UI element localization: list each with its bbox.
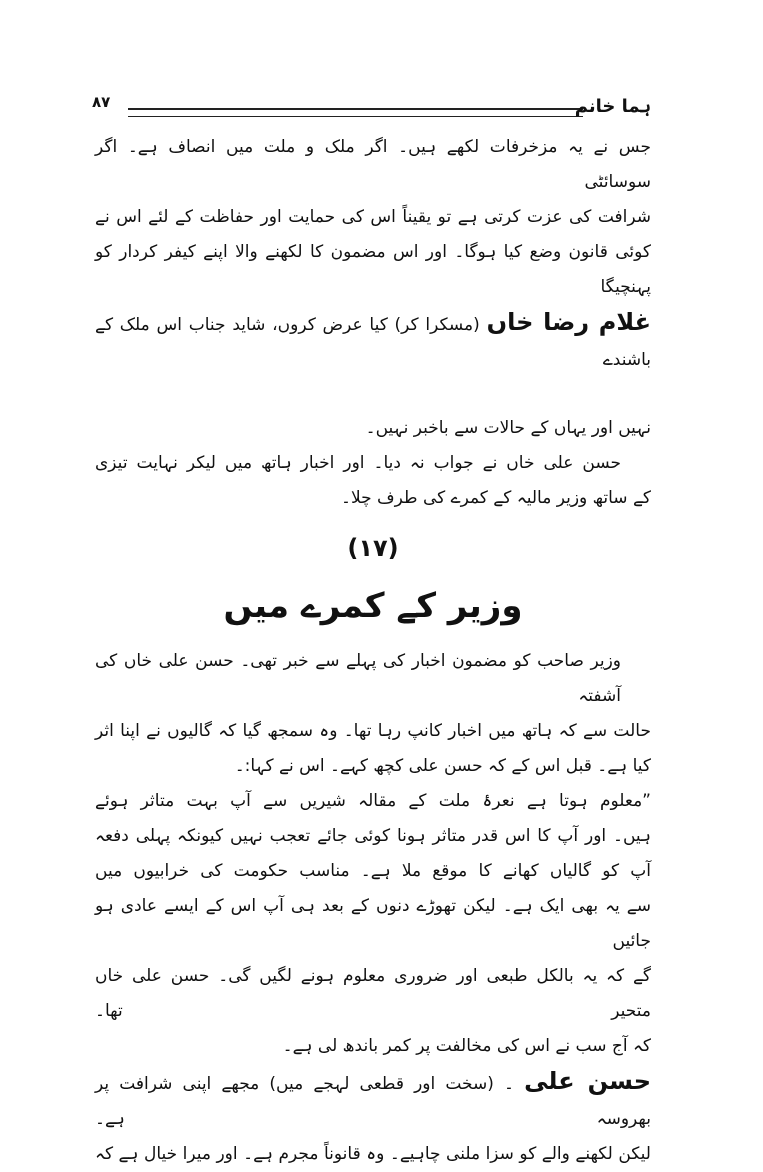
text-span: ۔ (سخت اور قطعی لہجے میں) مجھے اپنی شرافت پر بھروسہ ہے۔ <box>95 1074 651 1129</box>
text-column <box>95 130 651 1172</box>
speaker-name: غلام رضا خاں <box>486 308 652 336</box>
text-line: کہ آج سب نے اس کی مخالفت پر کمر باندھ لی ہے۔ <box>282 1036 651 1056</box>
speaker-name: حسن علی <box>524 1067 651 1095</box>
text-line: آپ کو گالیاں کھانے کا موقع ملا ہے۔ مناسب حکومت کی خرابیوں میں <box>95 861 651 881</box>
text-line: سے یہ بھی ایک ہے۔ لیکن تھوڑے دنوں کے بعد ہی آپ اس کے ایسے عادی ہو جائیں <box>95 896 651 951</box>
header-rule <box>128 108 583 117</box>
text-line: حالت سے کہ ہاتھ میں اخبار کانپ رہا تھا۔ وہ سمجھ گیا کہ گالیوں نے اپنا اثر <box>95 721 651 741</box>
text-line: حسن علی خاں نے جواب نہ دیا۔ اور اخبار ہاتھ میں لیکر نہایت تیزی <box>95 453 621 473</box>
text-line: شرافت کی عزت کرتی ہے تو یقیناً اس کی حمایت اور حفاظت کے لئے اس نے <box>95 207 651 227</box>
running-title: ہما خانم <box>574 96 651 117</box>
text-span: (مسکرا کر) کیا عرض کروں، شاید جناب اس ملک کے باشندے <box>95 315 651 370</box>
text-line: کوئی قانون وضع کیا ہوگا۔ اور اس مضمون کا لکھنے والا اپنے کیفر کردار کو پہنچیگا <box>95 242 651 297</box>
chapter-number: (۱۷) <box>347 534 399 562</box>
text-line: ہیں۔ اور آپ کا اس قدر متاثر ہونا کوئی جائے تعجب نہیں کیونکہ پہلی دفعہ <box>95 826 651 846</box>
chapter-title: وزیر کے کمرے میں <box>223 586 523 626</box>
text-line <box>95 305 651 378</box>
text-line: لیکن لکھنے والے کو سزا ملنی چاہیے۔ وہ قانوناً مجرم ہے۔ اور میرا خیال ہے کہ <box>95 1144 651 1164</box>
text-line: ”معلوم ہوتا ہے نعرۂ ملت کے مقالہ شیریں سے آپ بہت متاثر ہوئے <box>95 791 651 811</box>
text-line: نہیں اور یہاں کے حالات سے باخبر نہیں۔ <box>365 418 651 438</box>
text-line: جس نے یہ مزخرفات لکھے ہیں۔ اگر ملک و ملت میں انصاف ہے۔ اگر سوسائٹی <box>95 137 651 192</box>
page-number: ۸۷ <box>92 93 111 111</box>
text-line: کے ساتھ وزیر مالیہ کے کمرے کی طرف چلا۔ <box>341 488 651 508</box>
text-line: گے کہ یہ بالکل طبعی اور ضروری معلوم ہونے لگیں گی۔ حسن علی خاں متحیر تھا۔ <box>95 966 651 1021</box>
text-line <box>95 1064 651 1137</box>
text-line: وزیر صاحب کو مضمون اخبار کی پہلے سے خبر تھی۔ حسن علی خاں کی آشفتہ <box>95 651 621 706</box>
text-line: کیا ہے۔ قبل اس کے کہ حسن علی کچھ کہے۔ اس نے کہا:۔ <box>234 756 651 776</box>
